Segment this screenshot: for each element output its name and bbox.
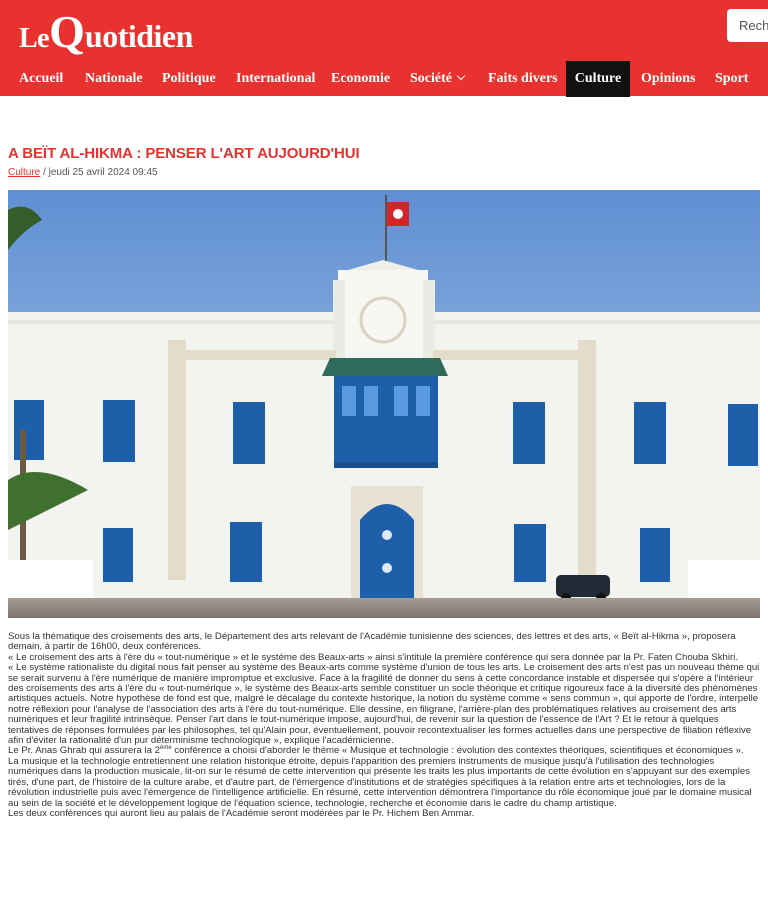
article-category-link[interactable]: Culture <box>8 167 41 178</box>
nav-item-politique[interactable]: Politique <box>162 71 216 86</box>
article-date: jeudi 25 avril 2024 09:45 <box>48 167 158 178</box>
article-paragraph: « Le système rationaliste du digital nous fait penser au système des Beaux-arts comme système d'union de tous les arts. Le croisement des arts n'est pas un nouveau thème qui se serait survenu à l'ère numérique de manière impromptue et exclusive. Face à la fragilité de donner du sens à cette concordance instable et dispersée qui s'opère à l'intérieur des croisements des arts à l'ère du « tout-numérique », le système des Beaux-arts semble constituer un socle théorique et critique rigoureux face à la diversité des phénomènes artistiques actuels. Notre hypothèse de fond est que, malgré le décalage du contexte historique, la notion du système comme « sens commun », qui apporte de l'ordre, interpelle notre réflexion pour l'analyse de l'association des arts à l'ère du tout-numérique. Elle dessine, en filigrane, l'arrière-plan des problématiques relatives au croisement des arts numériques et leur fragilité intrinsèque. Penser l'art dans le tout-numérique impose, aujourd'hui, de revenir sur la question de l'essence de l'Art ? Et le retour à quelques tentatives de réponses formulées par les philosophes, tel qu'Alain pour, éventuellement, pouvoir recontextualiser les formes actuelles dans une perspective de filiation réflexive afin d'éviter la rationalité d'un pur déterminisme technologique », explique l'académicienne. <box>8 662 760 747</box>
nav-item-culture[interactable]: Culture <box>566 61 630 97</box>
logo-rest: uotidien <box>84 18 193 54</box>
building-photo <box>8 190 760 618</box>
site-header <box>0 0 768 96</box>
nav-item-economie[interactable]: Economie <box>331 71 391 86</box>
article-paragraph: Sous la thématique des croisements des arts, le Département des arts relevant de l'Académie tunisienne des sciences, des lettres et des arts, « Beït al-Hikma », proposera demain, à partir de 16h00, deux conférences. <box>8 631 736 653</box>
article-meta <box>8 167 158 178</box>
chevron-down-icon <box>457 72 465 80</box>
article-body <box>8 632 760 819</box>
nav-item-accueil[interactable]: Accueil <box>19 71 64 86</box>
ordinal-suffix: ème <box>160 745 172 752</box>
search-input[interactable] <box>727 9 768 42</box>
nav-item-nationale[interactable]: Nationale <box>85 71 143 86</box>
meta-separator: / <box>43 167 46 178</box>
article-hero-image <box>8 190 760 618</box>
article-paragraph: La musique et la technologie entretiennent une relation historique étroite, depuis l'apparition des premiers instruments de musique jusqu'à l'utilisation des technologies numériques dans la production musicale, lit-on sur le résumé de cette intervention qui présente les traits les plus importants de cette évolution en s'appuyant sur des exemples tirés, d'une part, de l'histoire de la culture arabe, et d'autre part, de l'émergence d'institutions et de stratégies spécifiques à la relation entre arts et technologies, lors de la révolution industrielle puis avec l'émergence de l'intelligence artificielle. En résumé, cette intervention démontrera l'importance du rôle économique joué par le domaine musical au sein de la société et le développement logique de l'équation science, technologie, recherche et économie dans le cadre du champ artistique. <box>8 755 752 809</box>
article-paragraph: « Le croisement des arts à l'ère du « tout-numérique » et le système des Beaux-arts » ainsi s'intitule la première conférence qui sera donnée par la Pr. Faten Chouba Skhiri. <box>8 651 738 663</box>
paragraph-text: Le Pr. Anas Ghrab qui assurera la 2 <box>8 745 160 757</box>
nav-item-societe[interactable] <box>410 61 464 97</box>
nav-item-faits-divers[interactable]: Faits divers <box>488 71 558 86</box>
search-box <box>727 9 768 42</box>
nav-item-international[interactable]: International <box>236 71 316 86</box>
site-logo[interactable] <box>19 6 193 65</box>
main-nav <box>0 61 768 97</box>
paragraph-text: conférence a choisi d'aborder le thème « Musique et technologie : évolution des contextes théoriques, scientifiques et économiques ». <box>171 745 744 757</box>
logo-le: Le <box>19 23 50 54</box>
nav-item-sport[interactable]: Sport <box>715 71 749 86</box>
nav-item-opinions[interactable]: Opinions <box>641 71 696 86</box>
article-title: A BEÏT AL-HIKMA : PENSER L'ART AUJOURD'HUI <box>8 145 360 162</box>
nav-item-societe-label: Société <box>410 71 452 86</box>
article-paragraph: Les deux conférences qui auront lieu au palais de l'Académie seront modérées par le Pr. Hichem Ben Ammar. <box>8 807 475 819</box>
logo-q: Q <box>49 6 85 57</box>
